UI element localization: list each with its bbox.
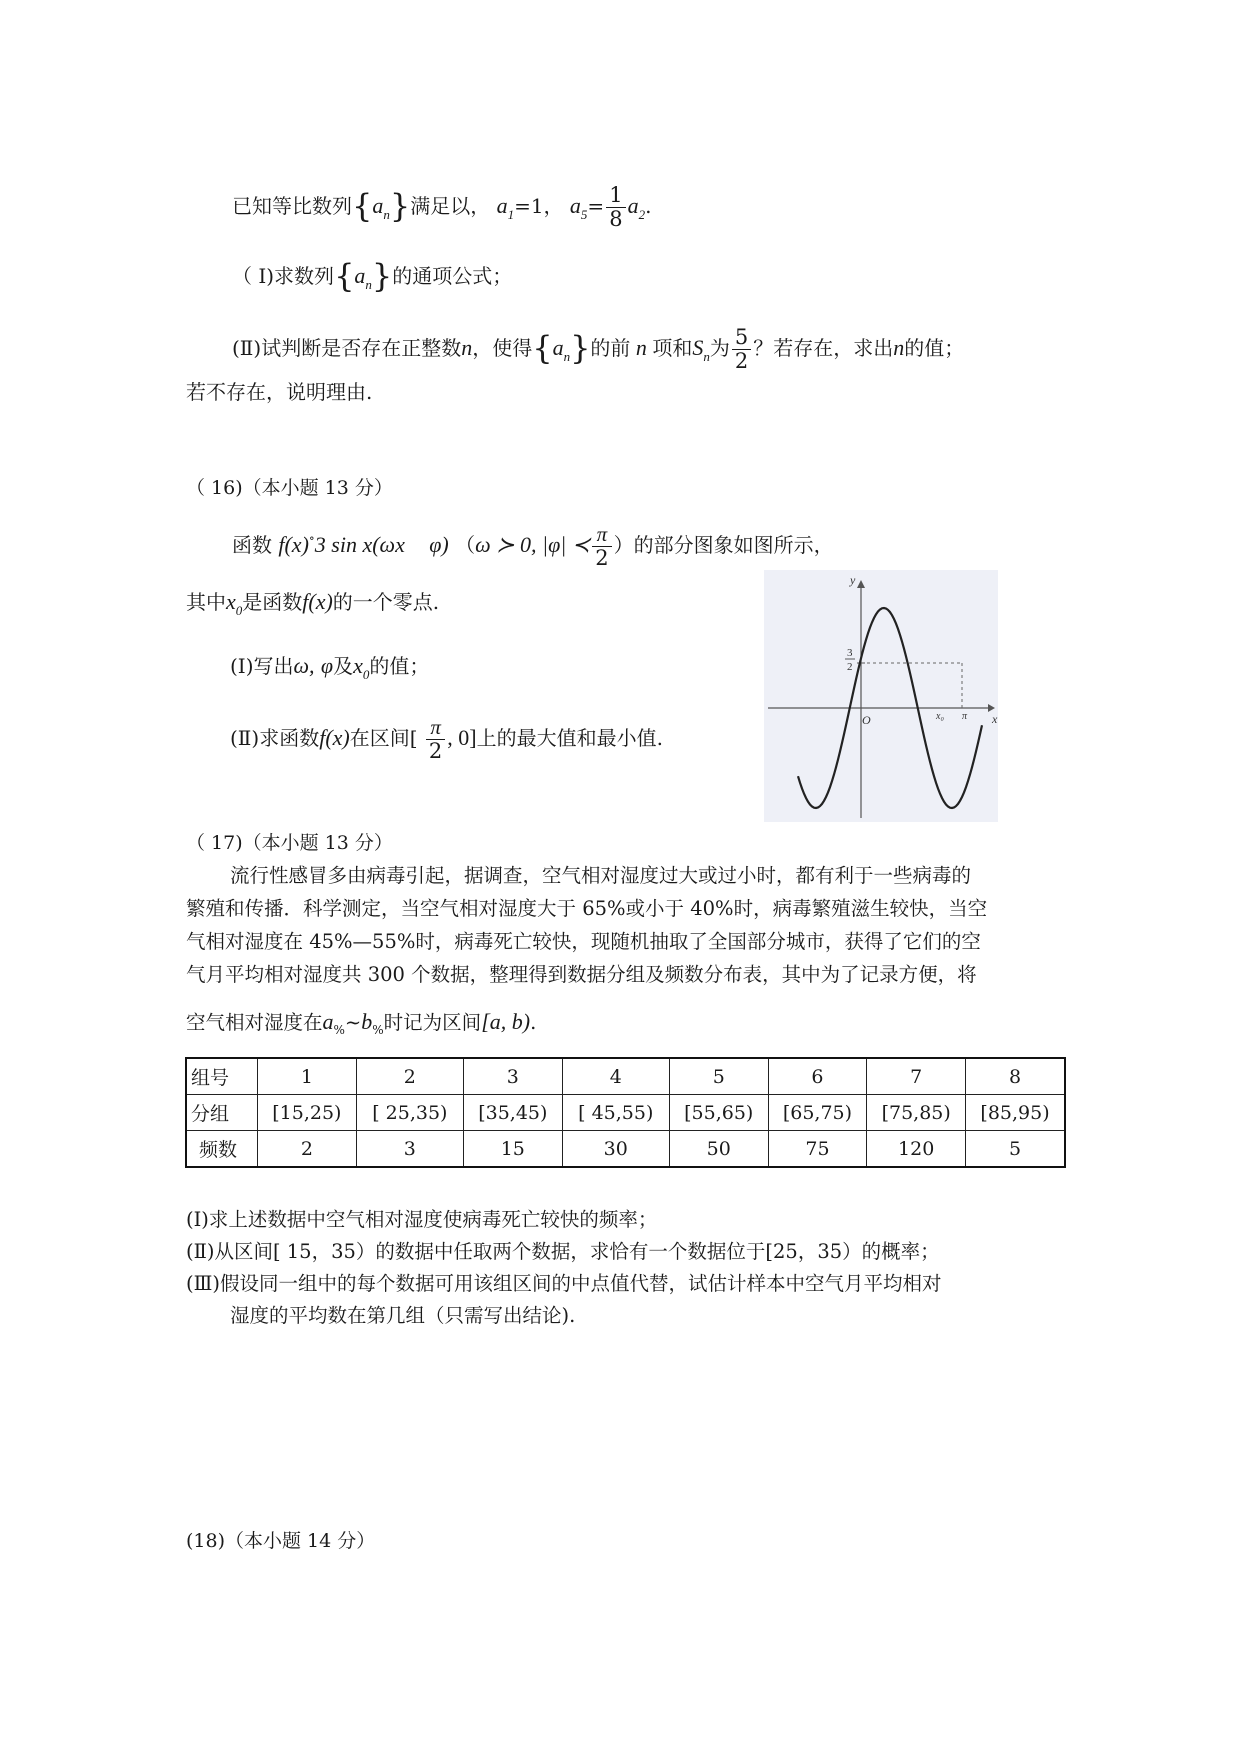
p17-para-line-1: 流行性感冒多由病毒引起，据调查，空气相对湿度过大或过小时，都有利于一些病毒的 (230, 864, 972, 887)
interval-cell: [ 45,55) (562, 1095, 669, 1131)
p17-para-line-2: 繁殖和传播．科学测定，当空气相对湿度大于 65%或小于 40%时，病毒繁殖滋生较快，当空 (186, 897, 988, 920)
row-head-group: 组号 (186, 1058, 258, 1095)
interval-cell: [65,75) (768, 1095, 867, 1131)
group-cell: 3 (463, 1058, 562, 1095)
p16-part1: (I)写出ω, φ及$x_0$的值； (230, 653, 430, 682)
table-row (186, 1058, 1065, 1095)
p17-para-line-5: 空气相对湿度在$a_{\%}\sim b_{\%}$时记为区间[a, b). (186, 1009, 537, 1037)
p17-question-2: (Ⅱ)从区间[ 15，35）的数据中任取两个数据，求恰有一个数据位于[25，35）的概率； (186, 1240, 940, 1263)
y-axis-label: y (850, 573, 856, 587)
count-cell: 75 (768, 1131, 867, 1168)
group-cell: 5 (669, 1058, 768, 1095)
p15-fraction: $\frac{1}{8}$ (606, 184, 625, 231)
table-row (186, 1095, 1065, 1131)
p17-para-line-4: 气月平均相对湿度共 300 个数据，整理得到数据分组及频数分布表，其中为了记录方便，将 (186, 963, 977, 986)
p17-question-3: (Ⅲ)假设同一组中的每个数据可用该组区间的中点值代替，试估计样本中空气月平均相对 (186, 1272, 942, 1295)
interval-cell: [15,25) (258, 1095, 357, 1131)
group-cell: 1 (258, 1058, 357, 1095)
p17-header: （ 17)（本小题 13 分） (186, 832, 393, 854)
p16-part2: (Ⅱ)求函数f(x)在区间[ $\frac{\pi}{2}$ , 0]上的最大值和最小值. (230, 715, 663, 763)
count-cell: 15 (463, 1131, 562, 1168)
p15-stem: 已知等比数列$\{a_n\}$满足以， $a_1=1$， $a_5=$ $\frac{1}{8}$ $a_2$. (232, 183, 652, 231)
row-head-count: 频数 (186, 1131, 258, 1168)
p18-header: (18)（本小题 14 分） (186, 1530, 376, 1552)
p15-part1: （ I)求数列$\{a_n\}$的通项公式； (232, 257, 513, 295)
interval-cell: [35,45) (463, 1095, 562, 1131)
count-cell: 120 (867, 1131, 966, 1168)
x0-label: x₀ (936, 711, 944, 722)
row-head-interval: 分组 (186, 1095, 258, 1131)
three-half-num: 3 (847, 647, 853, 659)
group-cell: 2 (356, 1058, 463, 1095)
frequency-table (185, 1057, 1066, 1168)
x-axis-label: x (992, 712, 998, 726)
p15-stem-prefix: 已知等比数列 (232, 194, 352, 218)
interval-cell: [ 25,35) (356, 1095, 463, 1131)
p16-header: （ 16)（本小题 13 分） (186, 477, 393, 499)
p16-pi-over-2: $\frac{\pi}{2}$ (592, 523, 611, 570)
p17-question-1: (I)求上述数据中空气相对湿度使病毒死亡较快的频率； (186, 1208, 658, 1231)
p15-stem-mid: 满足以， (410, 194, 491, 218)
three-half-den: 2 (847, 661, 853, 673)
p17-question-3-cont: 湿度的平均数在第几组（只需写出结论). (230, 1304, 576, 1327)
interval-cell: [55,65) (669, 1095, 768, 1131)
p15-a1-eq: =1， (514, 194, 564, 218)
interval-cell: [75,85) (867, 1095, 966, 1131)
pi-label: π (962, 711, 968, 722)
count-cell: 3 (356, 1131, 463, 1168)
p15-part2: (Ⅱ)试判断是否存在正整数n，使得$\{a_n\}$的前 n 项和$S_n$为 $\frac{5}{2}$ ？若存在，求出n的值； (232, 325, 965, 373)
count-cell: 50 (669, 1131, 768, 1168)
group-cell: 7 (867, 1058, 966, 1095)
p15-fraction-5-2: $\frac{5}{2}$ (732, 326, 751, 373)
p17-para-line-3: 气相对湿度在 45%—55%时，病毒死亡较快，现随机抽取了全国部分城市，获得了它们的空 (186, 930, 981, 953)
group-cell: 8 (966, 1058, 1065, 1095)
p16-stem: 函数 f(x)∘3 sin x(ωx φ) （ω ≻ 0, |φ| ≺ $\frac{\pi}{2}$ ）的部分图象如图所示， (232, 522, 834, 570)
group-cell: 4 (562, 1058, 669, 1095)
interval-cell: [85,95) (966, 1095, 1065, 1131)
origin-label: O (862, 713, 871, 727)
count-cell: 30 (562, 1131, 669, 1168)
count-cell: 2 (258, 1131, 357, 1168)
group-cell: 6 (768, 1058, 867, 1095)
function-graph (764, 570, 998, 822)
table-row (186, 1131, 1065, 1168)
p16-line2: 其中$x_0$是函数f(x)的一个零点. (186, 589, 440, 618)
p16-part2-pi-over-2: $\frac{\pi}{2}$ (426, 716, 445, 763)
p15-part2-line2: 若不存在，说明理由. (186, 380, 373, 404)
count-cell: 5 (966, 1131, 1065, 1168)
